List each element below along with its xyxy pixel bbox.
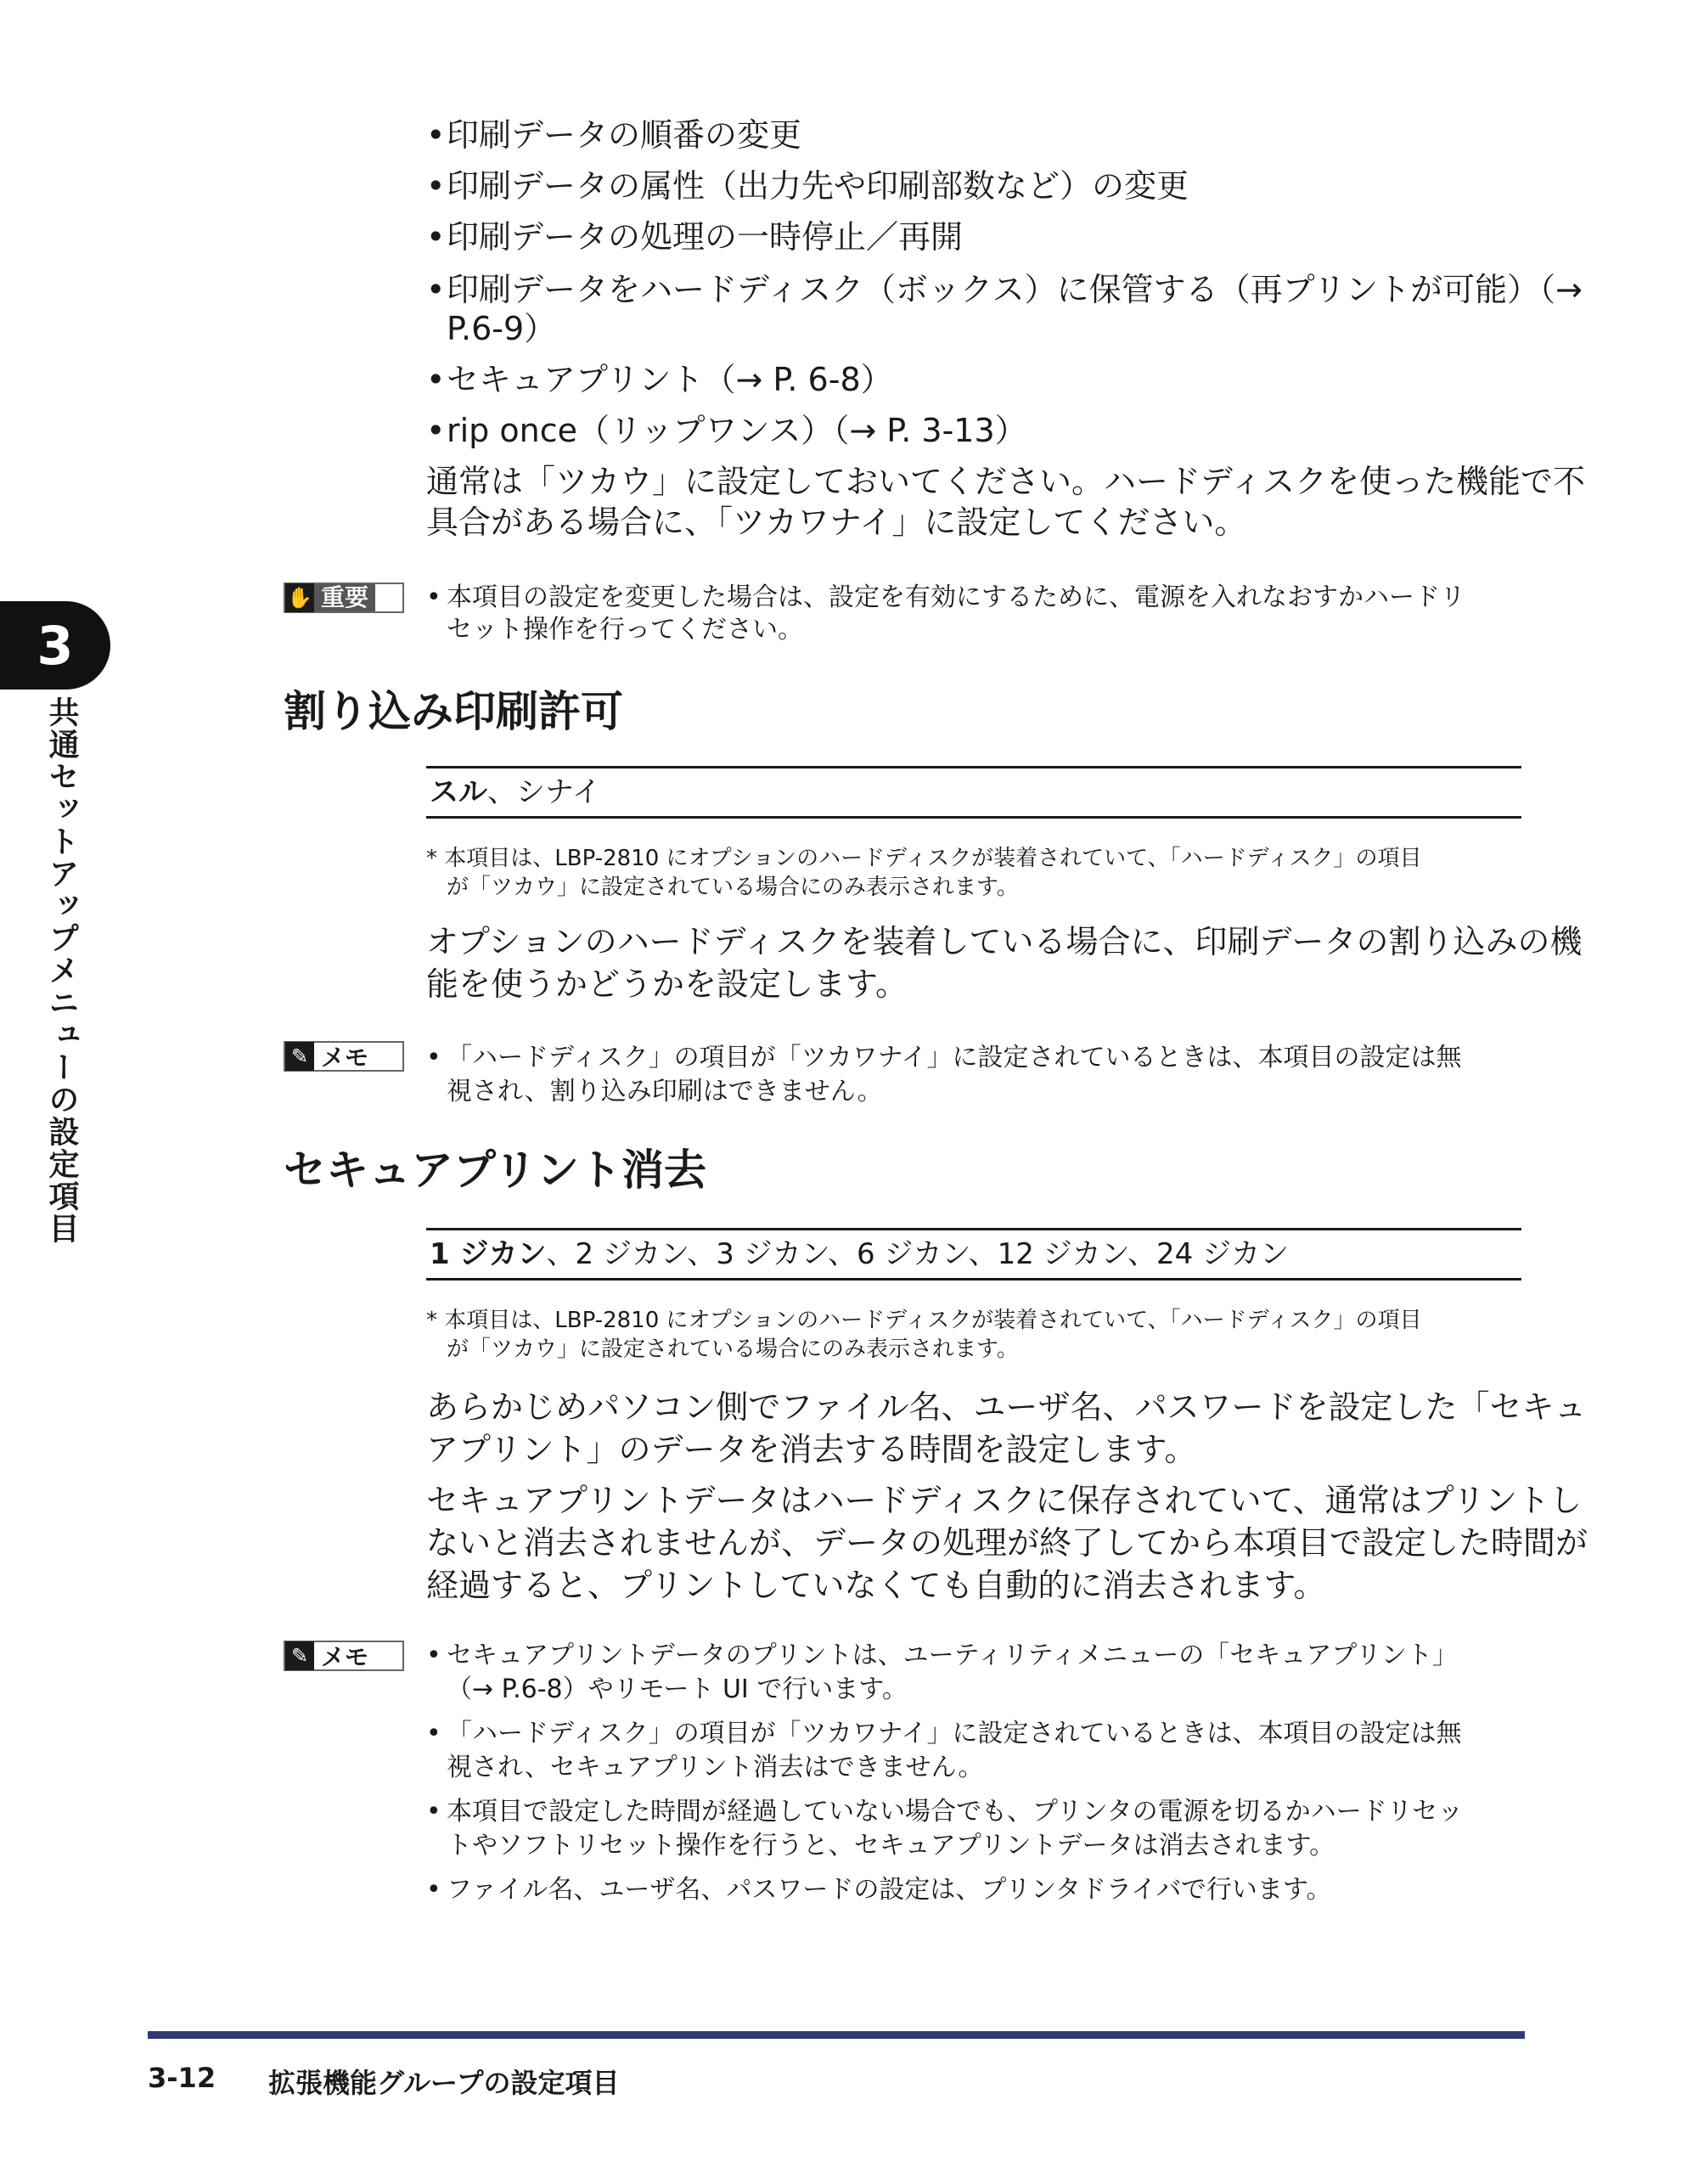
other-options: 、2 ジカン、3 ジカン、6 ジカン、12 ジカン、24 ジカン — [546, 1237, 1290, 1271]
memo-line: トやソフトリセット操作を行うと、セキュアプリントデータは消去されます。 — [447, 1831, 1335, 1860]
list-item: • 印刷データの処理の一時停止／再開 — [447, 214, 963, 260]
footnote-line: が「ツカウ」に設定されている場合にのみ表示されます。 — [447, 1337, 1019, 1362]
footnote-line: * 本項目は、LBP-2810 にオプションのハードディスクが装着されていて、「ハードディスク」の項目 — [426, 1308, 1422, 1333]
options-box — [426, 766, 1521, 819]
section-heading: 割り込み印刷許可 — [284, 687, 623, 736]
memo-badge: ✎ メモ — [284, 1641, 404, 1671]
footer-rule — [148, 2031, 1525, 2039]
footer-title: 拡張機能グループの設定項目 — [268, 2067, 620, 2099]
options-box — [426, 1228, 1521, 1281]
pencil-icon: ✎ — [285, 1641, 314, 1670]
list-item: • 印刷データの順番の変更 — [447, 112, 801, 158]
hand-stop-icon: ✋ — [285, 583, 314, 612]
other-options: 、シナイ — [487, 775, 601, 809]
pencil-icon: ✎ — [285, 1042, 314, 1071]
footnote-line: * 本項目は、LBP-2810 にオプションのハードディスクが装着されていて、「ハードディスク」の項目 — [426, 846, 1422, 871]
section-para-line: アプリント」のデータを消去する時間を設定します。 — [426, 1431, 1197, 1468]
intro-para-line: 具合がある場合に、「ツカワナイ」に設定してください。 — [426, 504, 1247, 541]
chapter-tab — [0, 601, 110, 690]
section-para-line: ないと消去されませんが、データの処理が終了してから本項目で設定した時間が — [426, 1524, 1588, 1562]
memo-badge: ✎ メモ — [284, 1041, 404, 1072]
memo-line: 視され、セキュアプリント消去はできません。 — [447, 1753, 984, 1782]
important-note-line: • 本項目の設定を変更した場合は、設定を有効にするために、電源を入れなおすかハードリ — [447, 581, 1465, 615]
section-para-line: セキュアプリントデータはハードディスクに保存されていて、通常はプリントし — [426, 1482, 1583, 1519]
memo-line: • 「ハードディスク」の項目が「ツカワナイ」に設定されているときは、本項目の設定は無 — [447, 1717, 1462, 1751]
important-note-line: セット操作を行ってください。 — [447, 615, 803, 645]
section-para-line: オプションのハードディスクを装着している場合に、印刷データの割り込みの機 — [426, 923, 1583, 960]
chapter-side-label: 共通セットアップメニューの設定項目 — [44, 696, 79, 1245]
memo-line: • 「ハードディスク」の項目が「ツカワナイ」に設定されているときは、本項目の設定は無 — [447, 1041, 1462, 1075]
list-item-continuation: P.6-9） — [447, 310, 557, 347]
memo-line: 視され、割り込み印刷はできません。 — [447, 1077, 883, 1106]
page-number: 3-12 — [148, 2062, 216, 2094]
list-item: • 印刷データをハードディスク（ボックス）に保管する（再プリントが可能）（→ — [447, 267, 1583, 312]
footnote-line: が「ツカウ」に設定されている場合にのみ表示されます。 — [447, 875, 1019, 900]
default-option: 1 ジカン — [430, 1237, 547, 1271]
section-heading: セキュアプリント消去 — [284, 1145, 706, 1195]
default-option: スル — [430, 775, 487, 809]
section-para-line: 能を使うかどうかを設定します。 — [426, 965, 908, 1003]
memo-line: （→ P.6-8）やリモート UI で行います。 — [447, 1675, 908, 1704]
list-item: • rip once（リップワンス）（→ P. 3-13） — [447, 408, 1027, 453]
list-item: • セキュアプリント（→ P. 6-8） — [447, 357, 893, 402]
important-badge: ✋ 重要 — [284, 583, 404, 613]
memo-line: • 本項目で設定した時間が経過していない場合でも、プリンタの電源を切るかハードリセッ — [447, 1795, 1463, 1829]
section-para-line: あらかじめパソコン側でファイル名、ユーザ名、パスワードを設定した「セキュ — [426, 1388, 1587, 1426]
section-para-line: 経過すると、プリントしていなくても自動的に消去されます。 — [426, 1567, 1326, 1604]
intro-para-line: 通常は「ツカウ」に設定しておいてください。ハードディスクを使った機能で不 — [426, 463, 1585, 500]
memo-line: • ファイル名、ユーザ名、パスワードの設定は、プリンタドライバで行います。 — [447, 1873, 1332, 1907]
list-item: • 印刷データの属性（出力先や印刷部数など）の変更 — [447, 163, 1189, 209]
memo-line: • セキュアプリントデータのプリントは、ユーティリティメニューの「セキュアプリント」 — [447, 1639, 1458, 1673]
chapter-number: 3 — [37, 614, 74, 677]
